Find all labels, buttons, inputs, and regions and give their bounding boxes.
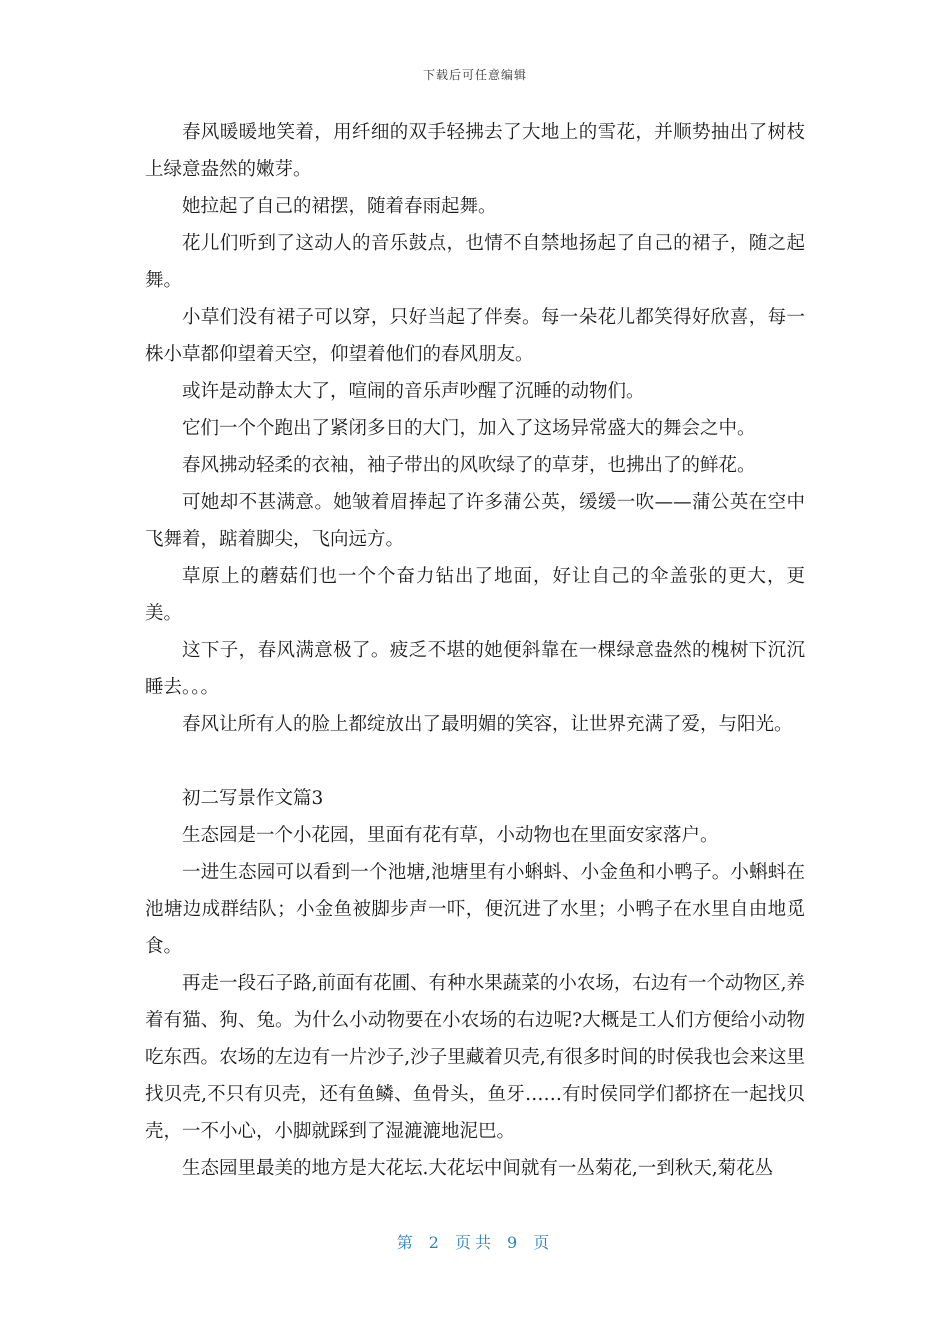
paragraph: 小草们没有裙子可以穿，只好当起了伴奏。每一朵花儿都笑得好欣喜，每一株小草都仰望着天空，仰望着他们的春风朋友。: [145, 307, 805, 365]
page-footer: [0, 1230, 950, 1253]
paragraph: 可她却不甚满意。她皱着眉捧起了许多蒲公英，缓缓一吹——蒲公英在空中飞舞着，踮着脚尖，飞向远方。: [145, 492, 805, 550]
paragraph: 生态园里最美的地方是大花坛.大花坛中间就有一丛菊花,一到秋天,菊花丛: [182, 1158, 774, 1179]
paragraph: 春风让所有人的脸上都绽放出了最明媚的笑容，让世界充满了爱，与阳光。: [182, 714, 793, 735]
paragraph: 或许是动静太大了，喧闹的音乐声吵醒了沉睡的动物们。: [182, 381, 645, 402]
paragraph: 这下子，春风满意极了。疲乏不堪的她便斜靠在一棵绿意盎然的槐树下沉沉睡去。。。: [145, 640, 805, 698]
paragraph: 生态园是一个小花园，里面有花有草，小动物也在里面安家落户。: [182, 825, 719, 846]
paragraph: 花儿们听到了这动人的音乐鼓点，也情不自禁地扬起了自己的裙子，随之起舞。: [145, 233, 805, 291]
paragraph: 一进生态园可以看到一个池塘,池塘里有小蝌蚪、小金鱼和小鸭子。小蝌蚪在池塘边成群结队；小金鱼被脚步声一吓，便沉进了水里；小鸭子在水里自由地觅食。: [145, 862, 805, 957]
paragraph: 春风拂动轻柔的衣袖，袖子带出的风吹绿了的草芽，也拂出了的鲜花。: [182, 455, 756, 476]
page-suffix-label: 页: [533, 1233, 554, 1252]
paragraph: 它们一个个跑出了紧闭多日的大门，加入了这场异常盛大的舞会之中。: [182, 418, 756, 439]
page-header: 下载后可任意编辑: [422, 68, 527, 82]
paragraph: 草原上的蘑菇们也一个个奋力钻出了地面，好让自己的伞盖张的更大，更美。: [145, 566, 805, 624]
page-label: 第: [396, 1233, 417, 1252]
document-body: [145, 114, 805, 1187]
page-mid-label: 页共: [454, 1233, 495, 1252]
page-current-number: 2: [428, 1233, 443, 1252]
paragraph: 春风暖暖地笑着，用纤细的双手轻拂去了大地上的雪花，并顺势抽出了树枝上绿意盎然的嫩芽。: [145, 122, 805, 180]
section-title: 初二写景作文篇3: [182, 788, 324, 809]
page-total-number: 9: [507, 1233, 522, 1252]
paragraph: 她拉起了自己的裙摆，随着春雨起舞。: [182, 196, 497, 217]
paragraph: 再走一段石子路,前面有花圃、有种水果蔬菜的小农场，右边有一个动物区,养着有猫、狗、兔。为什么小动物要在小农场的右边呢?大概是工人们方便给小动物吃东西。农场的左边有一片沙子,沙子里藏着贝壳,有很多时间的时侯我也会来这里找贝壳,不只有贝壳，还有鱼鳞、鱼骨头，鱼牙……有时侯同学们都挤在一起找贝壳，一不小心，小脚就踩到了湿漉漉地泥巴。: [145, 973, 805, 1142]
